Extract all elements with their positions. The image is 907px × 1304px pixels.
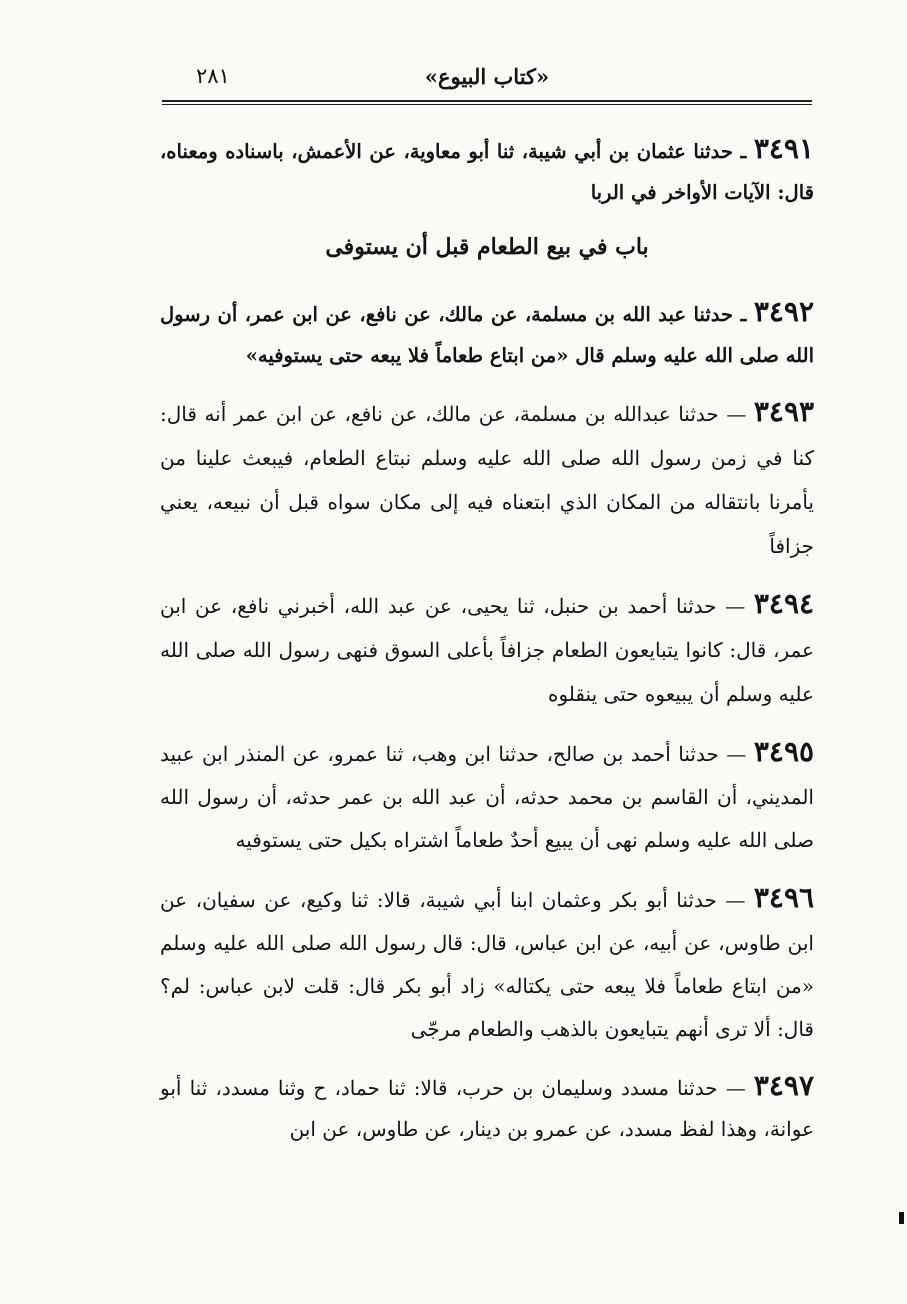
hadith-text: حدثنا مسدد وسليمان بن حرب، قالا: ثنا حماد، ح وثنا مسدد، ثنا أبو عوانة، وهذا لفظ مسدد، عن عمرو بن دينار، عن طاوس، عن ابن bbox=[160, 1076, 814, 1141]
scan-margin-mark bbox=[899, 1212, 904, 1224]
hadith-3497 bbox=[160, 1065, 814, 1150]
running-title: «كتاب البيوع» bbox=[424, 64, 550, 89]
dash: — bbox=[725, 1076, 746, 1100]
hadith-text: حدثنا عبدالله بن مسلمة، عن مالك، عن نافع، عن ابن عمر أنه قال: كنا في زمن رسول الله صلى الله عليه وسلم نبتاع الطعام، فيبعث علينا من يأمرنا بانتقاله من المكان الذي ابتعناه فيه إلى مكان سواه قبل أن نبيعه، يعني جزافاً bbox=[160, 402, 814, 558]
hadith-number: ٣٤٩٤ bbox=[753, 587, 815, 620]
hadith-3495 bbox=[160, 730, 814, 862]
dash: — bbox=[726, 742, 747, 766]
dash: — bbox=[725, 594, 746, 618]
hadith-number: ٣٤٩٧ bbox=[753, 1069, 814, 1102]
page-body bbox=[160, 128, 814, 1164]
dash: ـ bbox=[740, 140, 747, 163]
hadith-number: ٣٤٩٣ bbox=[753, 395, 815, 428]
dash: — bbox=[725, 888, 746, 912]
hadith-3491 bbox=[160, 128, 814, 213]
header-rule bbox=[162, 100, 812, 105]
chapter-heading: باب في بيع الطعام قبل أن يستوفى bbox=[325, 234, 649, 260]
hadith-text: حدثنا أبو بكر وعثمان ابنا أبي شيبة، قالا: ثنا وكيع، عن سفيان، عن ابن طاوس، عن أبيه، عن ابن عباس، قال: قال رسول الله صلى الله عليه وسلم «من ابتاع طعاماً فلا يبعه حتى يكتاله» زاد أبو بكر قال: قلت لابن عباس: لم؟ قال: ألا ترى أنهم يتبايعون بالذهب والطعام مرجّى bbox=[160, 888, 814, 1041]
hadith-number: ٣٤٩٦ bbox=[753, 881, 815, 914]
hadith-text: حدثنا عبد الله بن مسلمة، عن مالك، عن نافع، عن ابن عمر، أن رسول الله صلى الله عليه وسلم قال «من ابتاع طعاماً فلا يبعه حتى يستوفيه» bbox=[160, 303, 814, 367]
hadith-number: ٣٤٩٥ bbox=[753, 735, 815, 768]
hadith-text: حدثنا أحمد بن صالح، حدثنا ابن وهب، ثنا عمرو، عن المنذر ابن عبيد المديني، أن القاسم بن محمد حدثه، أن عبد الله بن عمر حدثه، أن رسول الله صلى الله عليه وسلم نهى أن يبيع أحدٌ طعاماً اشتراه بكيل حتى يستوفيه bbox=[160, 742, 814, 852]
hadith-3494 bbox=[160, 582, 814, 716]
dash: — bbox=[726, 402, 747, 426]
page-number: ٢٨١ bbox=[196, 64, 230, 88]
page-header bbox=[162, 58, 812, 98]
hadith-3493 bbox=[160, 390, 814, 568]
hadith-number: ٣٤٩١ bbox=[753, 132, 814, 165]
hadith-text: حدثنا أحمد بن حنبل، ثنا يحيى، عن عبد الله، أخبرني نافع، عن ابن عمر، قال: كانوا يتبايعون الطعام جزافاً بأعلى السوق فنهى رسول الله صلى الله عليه وسلم أن يبيعوه حتى ينقلوه bbox=[160, 594, 814, 706]
dash: ـ bbox=[740, 303, 747, 326]
hadith-3492 bbox=[160, 291, 814, 376]
hadith-number: ٣٤٩٢ bbox=[753, 295, 814, 328]
hadith-text: حدثنا عثمان بن أبي شيبة، ثنا أبو معاوية، عن الأعمش، باسناده ومعناه، قال: الآيات الأواخر في الربا bbox=[160, 140, 814, 204]
hadith-3496 bbox=[160, 876, 814, 1051]
